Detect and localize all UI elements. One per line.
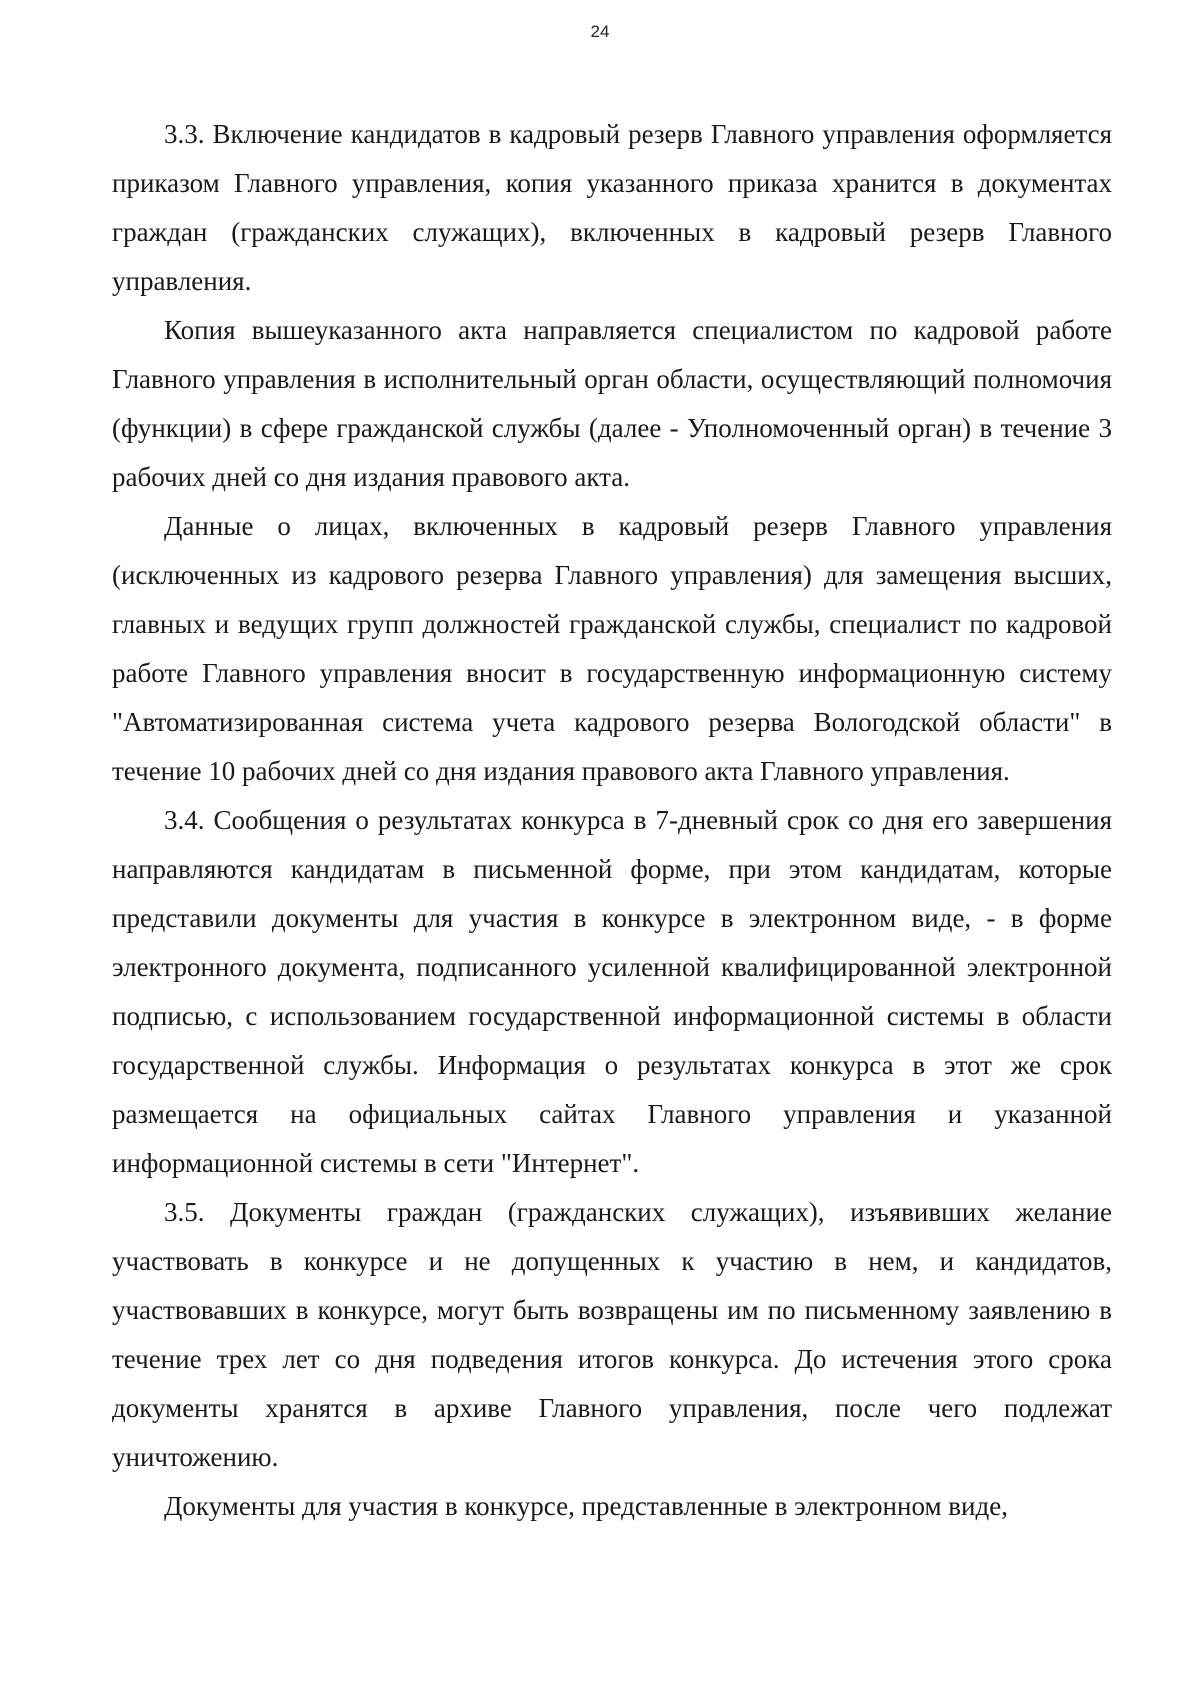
paragraph-3-5: 3.5. Документы граждан (гражданских служащих), изъявивших желание участвовать в конкурсе и не допущенных к участию в нем, и кандидатов, участвовавших в конкурсе, могут быть возвращены им по письменному заявлению в течение трех лет со дня подведения итогов конкурса. До истечения этого срока документы хранятся в архиве Главного управления, после чего подлежат уничтожению. [112, 1197, 1112, 1472]
paragraph-3-3: 3.3. Включение кандидатов в кадровый резерв Главного управления оформляется приказом Главного управления, копия указанного приказа хранится в документах граждан (гражданских служащих), включенных в кадровый резерв Главного управления. [112, 119, 1112, 296]
paragraph-3-4: 3.4. Сообщения о результатах конкурса в 7-дневный срок со дня его завершения направляются кандидатам в письменной форме, при этом кандидатам, которые представили документы для участия в конкурсе в электронном виде, - в форме электронного документа, подписанного усиленной квалифицированной электронной подписью, с использованием государственной информационной системы в области государственной службы. Информация о результатах конкурса в этот же срок размещается на официальных сайтах Главного управления и указанной информационной системы в сети "Интернет". [112, 805, 1112, 1178]
paragraph-electronic-documents: Документы для участия в конкурсе, представленные в электронном виде, [164, 1491, 1008, 1521]
paragraph-reserve-data: Данные о лицах, включенных в кадровый резерв Главного управления (исключенных из кадрового резерва Главного управления) для замещения высших, главных и ведущих групп должностей гражданской службы, специалист по кадровой работе Главного управления вносит в государственную информационную систему "Автоматизированная система учета кадрового резерва Вологодской области" в течение 10 рабочих дней со дня издания правового акта Главного управления. [112, 511, 1112, 786]
page-number: 24 [590, 22, 610, 41]
paragraph-copy-act: Копия вышеуказанного акта направляется специалистом по кадровой работе Главного управления в исполнительный орган области, осуществляющий полномочия (функции) в сфере гражданской службы (далее - Уполномоченный орган) в течение 3 рабочих дней со дня издания правового акта. [112, 315, 1112, 492]
document-body [112, 110, 1112, 1531]
